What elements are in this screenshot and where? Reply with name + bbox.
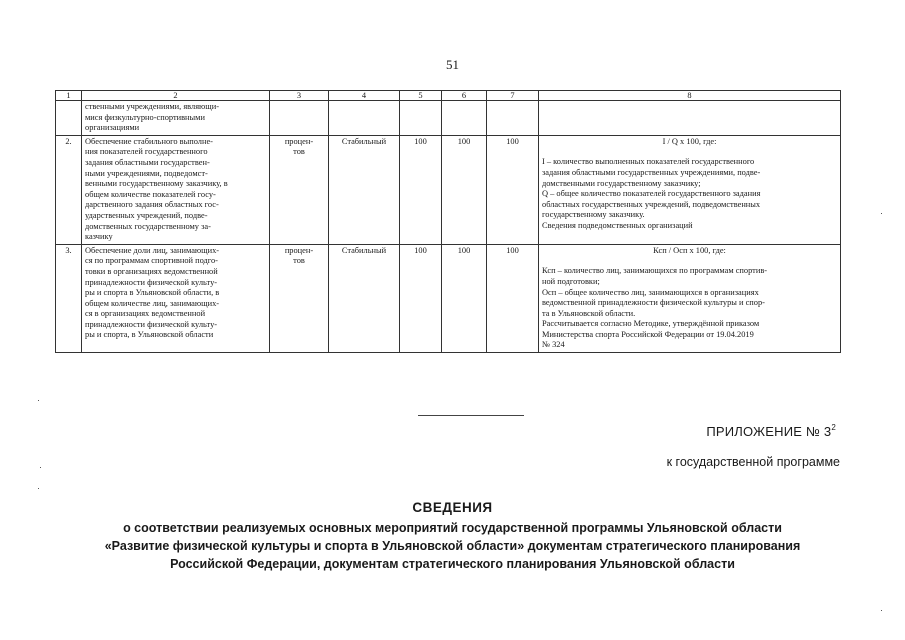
- indicator-cell: [82, 101, 270, 136]
- header-cell: 2: [82, 91, 270, 101]
- unit-cell: [270, 135, 329, 244]
- indicators-table: [55, 90, 841, 353]
- scan-speck: [40, 467, 41, 468]
- cell-text-line: ной подготовки;: [542, 276, 600, 286]
- appendix-title: [706, 423, 836, 439]
- table-row: [56, 135, 841, 244]
- cell-text-line: общем количестве показателей госу-: [85, 189, 216, 199]
- header-cell: 4: [329, 91, 400, 101]
- cell-text-line: ственными учреждениями, являющи-: [85, 102, 220, 111]
- value-cell: 100: [487, 135, 539, 244]
- header-cell: 8: [539, 91, 841, 101]
- cell-text-line: задания областными государственных учреждениями, подве-: [542, 167, 761, 177]
- cell-text-line: казчику: [85, 232, 113, 242]
- formula-text: Ксп / Осп х 100, где:: [653, 245, 726, 255]
- value-cell: 100: [400, 135, 442, 244]
- method-cell: [539, 101, 841, 136]
- cell-text-line: принадлежности физической культу-: [85, 319, 218, 329]
- cell-text-line: ры и спорта в Ульяновской области, в: [85, 288, 220, 298]
- cell-text-line: та в Ульяновской области.: [542, 308, 636, 318]
- cell-text-line: ры и спорта, в Ульяновской области: [85, 330, 214, 340]
- value-cell: 100: [487, 244, 539, 352]
- value-cell: [442, 101, 487, 136]
- scan-speck: [38, 488, 39, 489]
- cell-text-line: процен-: [284, 136, 314, 146]
- document-heading: [0, 500, 905, 573]
- scan-speck: [38, 400, 39, 401]
- header-cell: 5: [400, 91, 442, 101]
- value-cell: 100: [400, 244, 442, 352]
- value-cell: [400, 101, 442, 136]
- cell-text-line: Ксп – количество лиц, занимающихся по программам спортив-: [542, 266, 768, 276]
- value-cell: 100: [442, 244, 487, 352]
- cell-text-line: венными государственному заказчику, в: [85, 179, 228, 189]
- formula-text: I / Q x 100, где:: [662, 136, 717, 146]
- cell-text-line: ся по программам спортивной подго-: [85, 256, 218, 266]
- cell-text-line: Министерства спорта Российской Федерации от 19.04.2019: [542, 329, 754, 339]
- cell-text-line: Обеспечение доли лиц, занимающих-: [85, 245, 220, 255]
- header-cell: 7: [487, 91, 539, 101]
- table-header-row: [56, 91, 841, 101]
- heading-title: СВЕДЕНИЯ: [412, 500, 493, 515]
- type-cell: Стабильный: [329, 244, 400, 352]
- header-cell: 1: [56, 91, 82, 101]
- cell-text-line: тов: [293, 256, 305, 266]
- unit-cell: [270, 244, 329, 352]
- type-cell: Стабильный: [329, 135, 400, 244]
- row-number-cell: 2.: [56, 135, 82, 244]
- cell-text-line: организациями: [85, 123, 140, 133]
- cell-text-line: Обеспечение стабильного выполне-: [85, 136, 213, 146]
- indicator-cell: [82, 135, 270, 244]
- cell-text-line: ными учреждениями, подведомст-: [85, 168, 208, 178]
- cell-text-line: Осп – общее количество лиц, занимающихся в организациях: [542, 287, 759, 297]
- cell-text-line: ведомственной принадлежности физической культуры и спор-: [542, 298, 765, 308]
- table-row: [56, 244, 841, 352]
- method-cell: [539, 135, 841, 244]
- appendix-title-text: ПРИЛОЖЕНИЕ № 3: [706, 424, 832, 439]
- cell-text-line: задания областными государствен-: [85, 157, 210, 167]
- cell-text-line: государственному заказчику.: [542, 210, 645, 220]
- cell-text-line: домственными государственному заказчику;: [542, 178, 701, 188]
- page-number: 51: [446, 57, 459, 72]
- row-number-cell: [56, 101, 82, 136]
- cell-text-line: процен-: [284, 245, 314, 255]
- divider-line: [418, 415, 524, 416]
- heading-line: Российской Федерации, документам стратегического планирования Ульяновской области: [170, 557, 735, 571]
- cell-text-line: областных государственных учреждений, подведомственных: [542, 199, 761, 209]
- type-cell: [329, 101, 400, 136]
- heading-line: «Развитие физической культуры и спорта в Ульяновской области» документам стратегического планирования: [104, 539, 801, 553]
- cell-text-line: Рассчитывается согласно Методике, утверждённой приказом: [542, 319, 760, 329]
- cell-text-line: ударственных учреждений, подве-: [85, 210, 208, 220]
- appendix-subtitle: к государственной программе: [666, 455, 840, 469]
- cell-text-line: тов: [293, 147, 305, 157]
- cell-text-line: принадлежности физической культу-: [85, 277, 218, 287]
- row-number-cell: 3.: [56, 244, 82, 352]
- cell-text-line: общем количестве лиц, занимающих-: [85, 298, 220, 308]
- scan-speck: [881, 610, 882, 611]
- cell-text-line: мися физкультурно-спортивными: [85, 112, 205, 122]
- cell-text-line: I – количество выполненных показателей государственного: [542, 157, 755, 167]
- value-cell: [487, 101, 539, 136]
- cell-text-line: товки в организациях ведомственной: [85, 266, 218, 276]
- cell-text-line: ся в организациях ведомственной: [85, 309, 206, 319]
- cell-text-line: домственных государственному за-: [85, 221, 211, 231]
- cell-text-line: дарственного задания областных гос-: [85, 200, 219, 210]
- heading-line: о соответствии реализуемых основных мероприятий государственной программы Ульяновской области: [123, 521, 782, 535]
- cell-text-line: ния показателей государственного: [85, 147, 208, 157]
- cell-text-line: Q – общее количество показателей государственного задания: [542, 189, 761, 199]
- scan-speck: [881, 213, 882, 214]
- cell-text-line: № 324: [542, 340, 565, 350]
- header-cell: 3: [270, 91, 329, 101]
- table-row: [56, 101, 841, 136]
- header-cell: 6: [442, 91, 487, 101]
- method-cell: [539, 244, 841, 352]
- value-cell: 100: [442, 135, 487, 244]
- unit-cell: [270, 101, 329, 136]
- indicator-cell: [82, 244, 270, 352]
- appendix-superscript: 2: [831, 423, 836, 432]
- cell-text-line: Сведения подведомственных организаций: [542, 220, 693, 230]
